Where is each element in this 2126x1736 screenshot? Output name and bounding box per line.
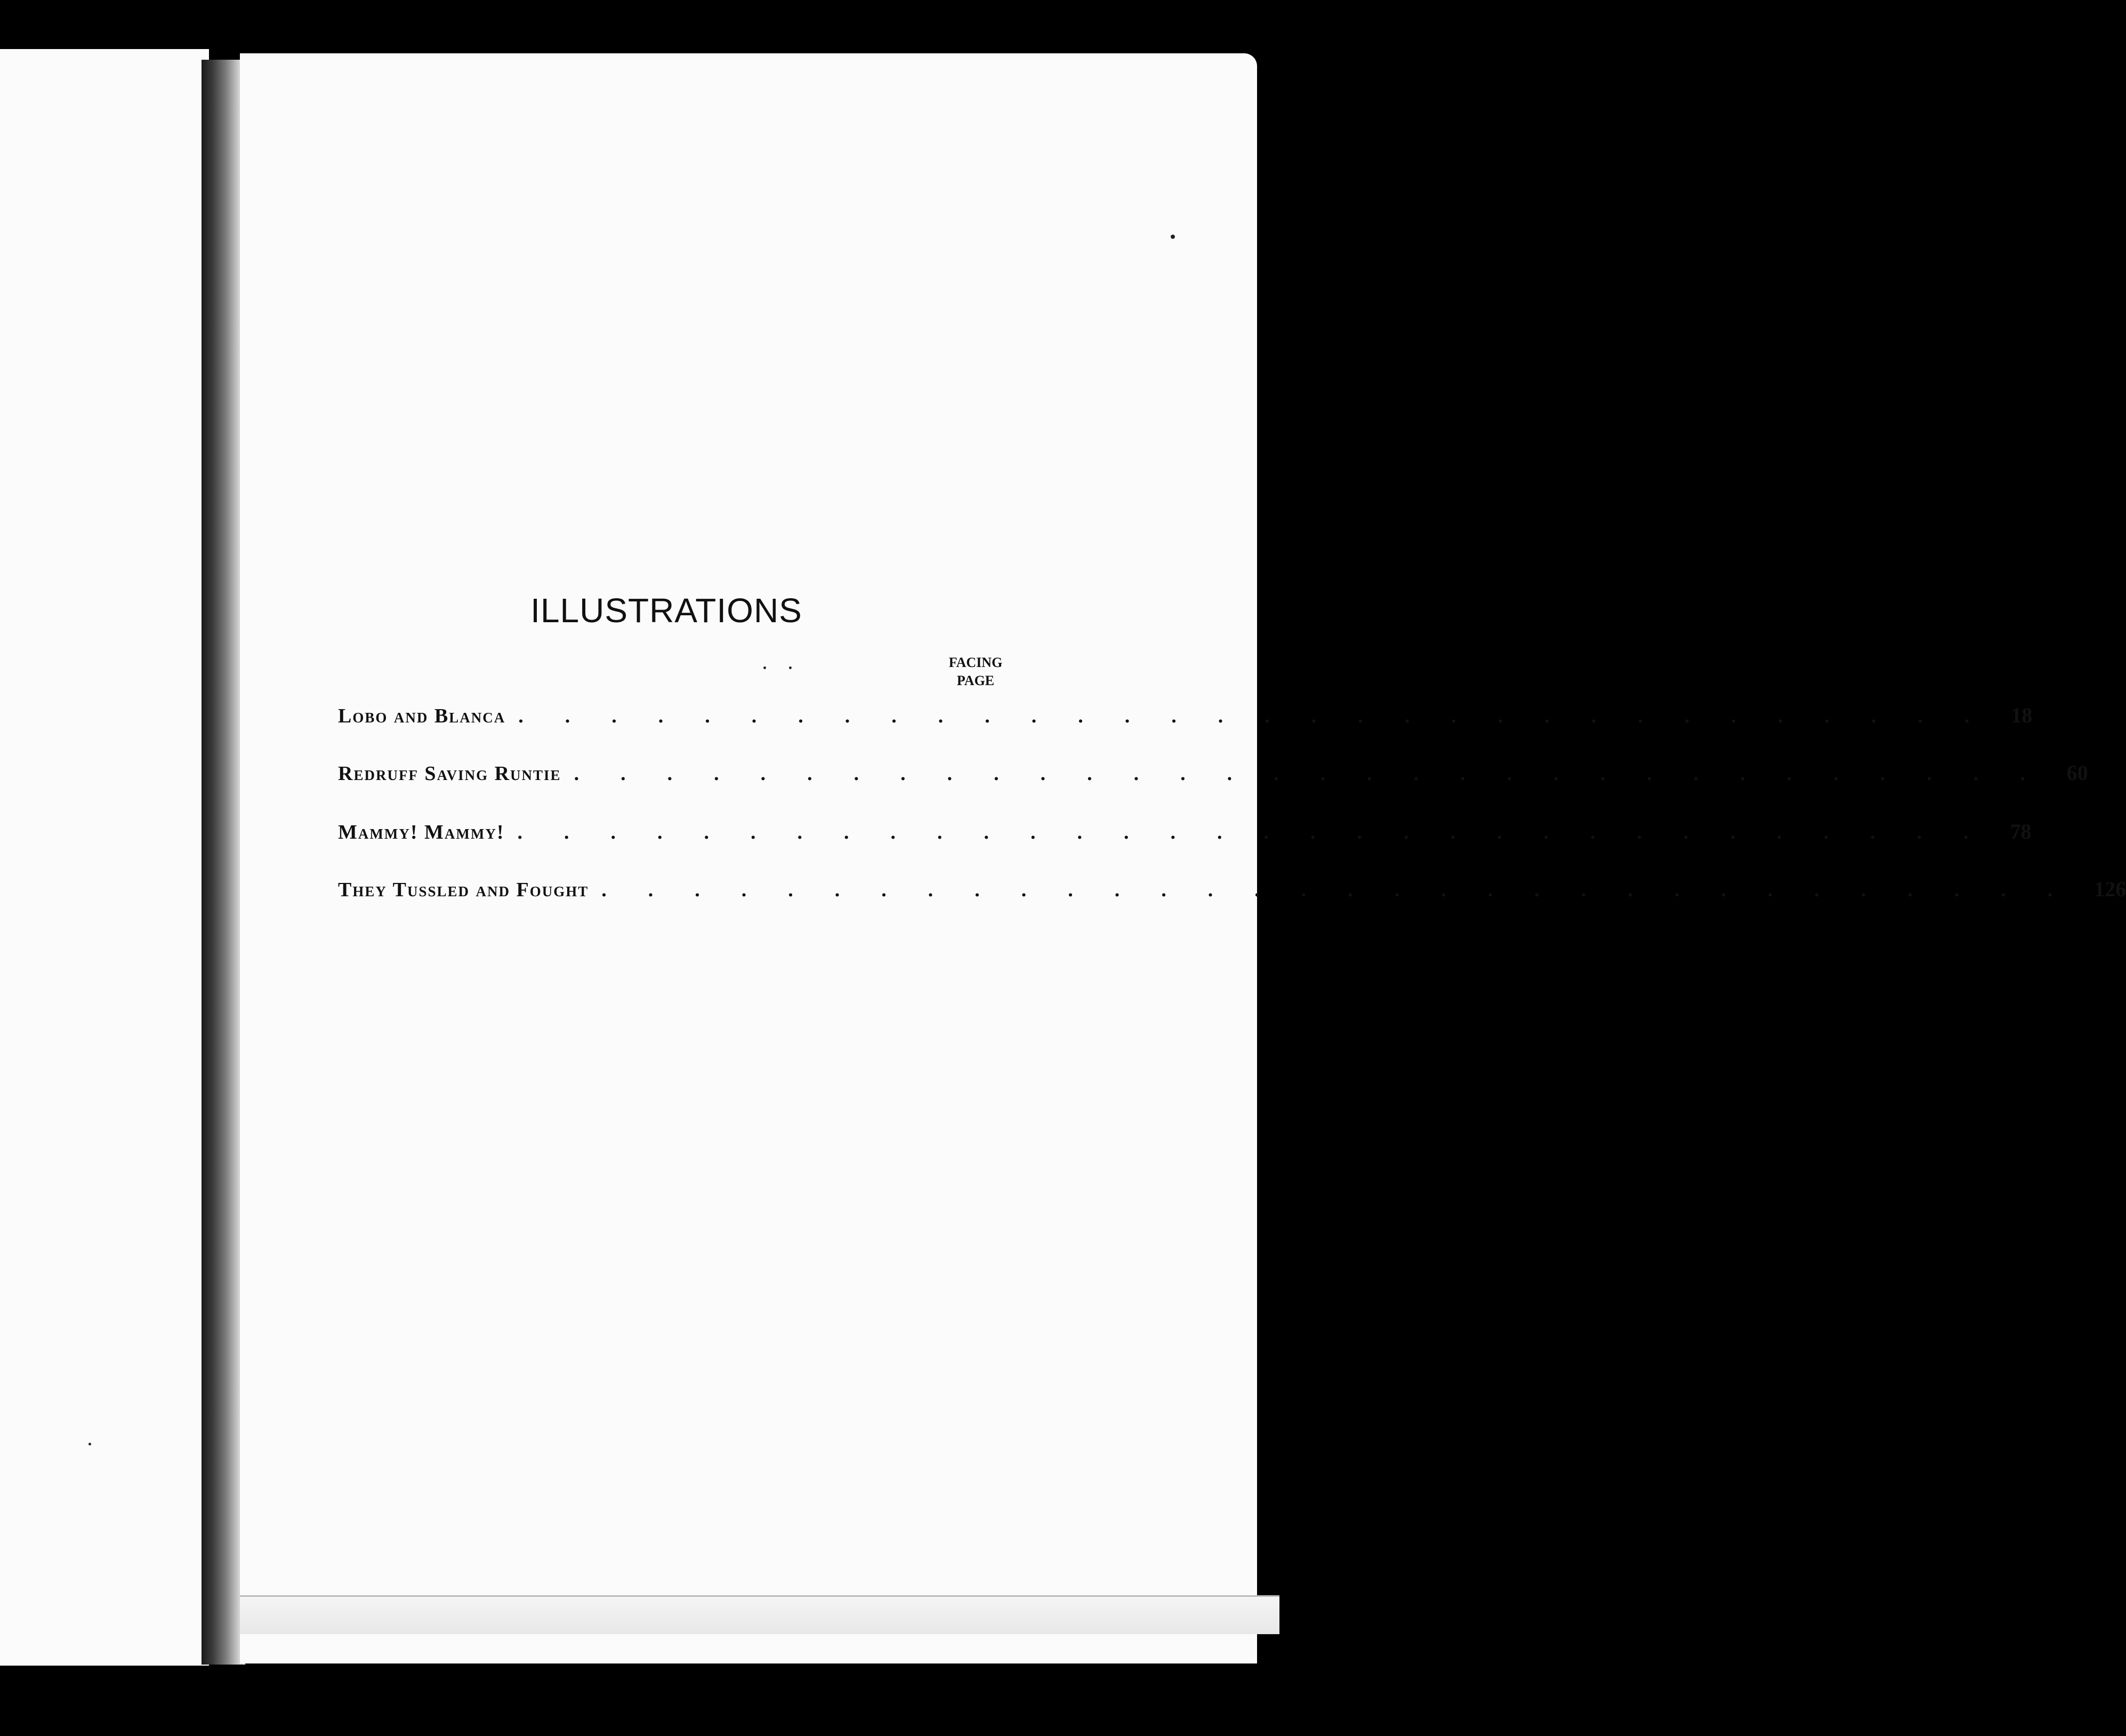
entry-title: Mammy! Mammy!: [338, 821, 505, 843]
speck-mark: [789, 666, 792, 669]
entry-page-number: 126: [2094, 877, 2126, 901]
illustration-entry: [338, 760, 2088, 792]
entry-title: Redruff Saving Runtie: [338, 762, 561, 785]
leader-dots: ................................: [518, 705, 2011, 727]
column-header-line: FACING: [948, 655, 1003, 670]
leader-dots: ................................: [574, 762, 2067, 785]
right-page: [240, 53, 1257, 1663]
page-bottom-edge: [240, 1595, 1279, 1634]
left-page: [0, 49, 209, 1666]
entry-page-number: 60: [2066, 761, 2088, 785]
speck-mark: [1171, 235, 1175, 239]
illustration-entry: [338, 819, 2032, 851]
speck-mark: [88, 1443, 91, 1445]
facing-page-header: [922, 654, 1029, 690]
illustration-entry: [338, 877, 2126, 909]
page-title: ILLUSTRATIONS: [530, 591, 802, 630]
leader-dots: ................................: [601, 879, 2095, 901]
entry-page-number: 78: [2010, 819, 2032, 843]
book-spine: [202, 60, 245, 1665]
entry-title: They Tussled and Fought: [338, 879, 589, 901]
leader-dots: ................................: [517, 821, 2010, 843]
speck-mark: [763, 666, 766, 669]
entry-page-number: 18: [2011, 703, 2033, 727]
entry-title: Lobo and Blanca: [338, 705, 506, 727]
illustration-entry: [338, 703, 2033, 735]
column-header-line: PAGE: [956, 673, 995, 688]
